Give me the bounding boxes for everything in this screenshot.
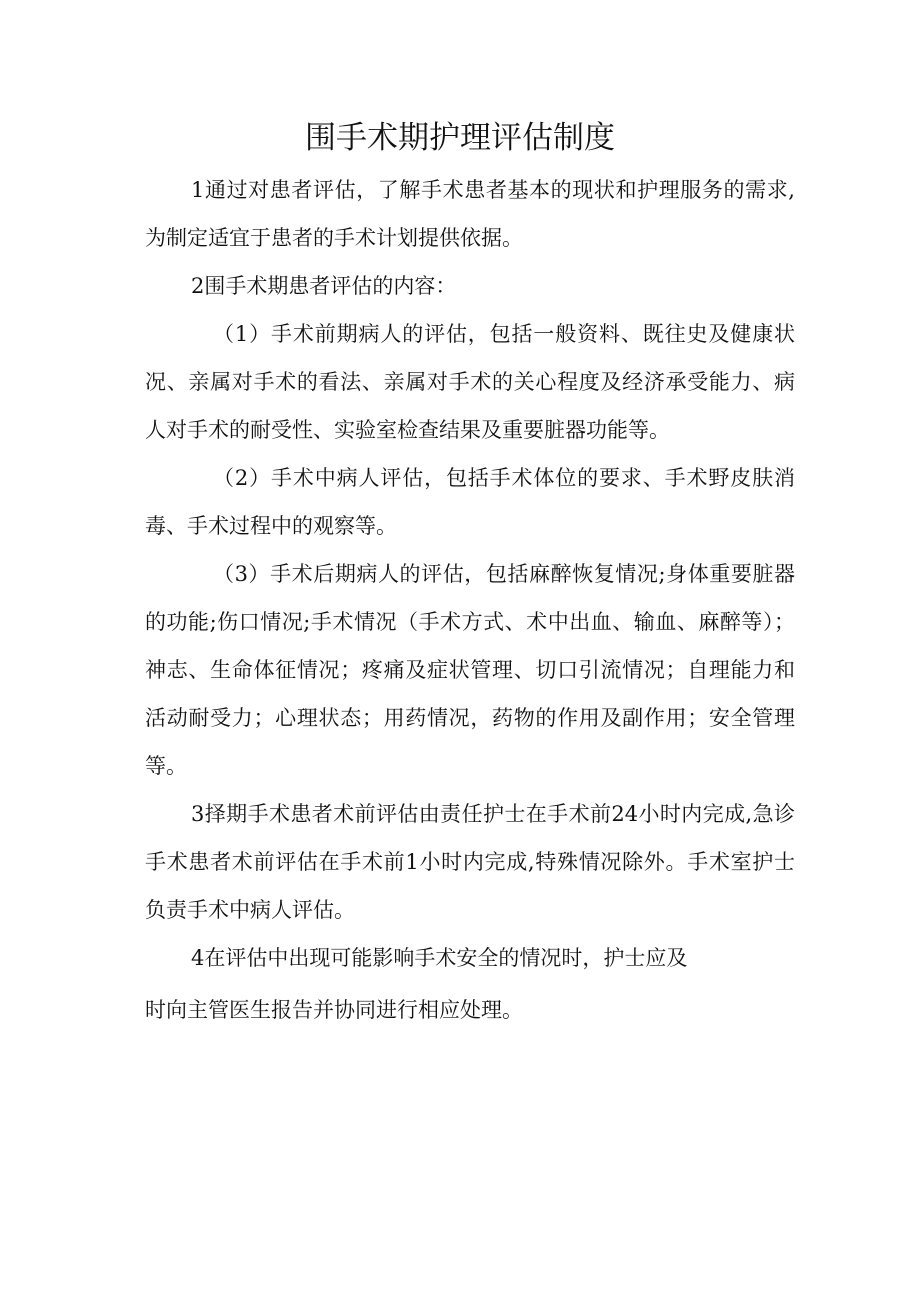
paragraph-4-line-2: 时向主管医生报告并协同进行相应处理。 xyxy=(145,998,523,1022)
paragraph-2-item-3: （3）手术后期病人的评估，包括麻醉恢复情况;身体重要脏器的功能;伤口情况;手术情况（手术方式、术中出血、输血、麻醉等）；神志、生命体征情况；疼痛及症状管理、切口引流情况；自理能力和活动耐受力；心理状态；用药情况，药物的作用及副作用；安全管理等。 xyxy=(145,562,795,778)
paragraph-3: 3择期手术患者术前评估由责任护士在手术前24小时内完成,急诊手术患者术前评估在手术前1小时内完成,特殊情况除外。手术室护士负责手术中病人评估。 xyxy=(145,802,795,922)
paragraph-2: 2围手术期患者评估的内容： xyxy=(191,274,457,298)
document-body xyxy=(145,166,795,1034)
paragraph-1: 1通过对患者评估，了解手术患者基本的现状和护理服务的需求,为制定适宜于患者的手术计划提供依据。 xyxy=(145,178,795,250)
paragraph-2-item-2: （2）手术中病人评估，包括手术体位的要求、手术野皮肤消毒、手术过程中的观察等。 xyxy=(145,466,795,538)
document-title: 围手术期护理评估制度 xyxy=(305,120,615,156)
paragraph-4-line-1: 4在评估中出现可能影响手术安全的情况时，护士应及 xyxy=(191,946,688,970)
paragraph-2-item-1: （1）手术前期病人的评估，包括一般资料、既往史及健康状况、亲属对手术的看法、亲属对手术的关心程度及经济承受能力、病人对手术的耐受性、实验室检查结果及重要脏器功能等。 xyxy=(145,322,795,442)
